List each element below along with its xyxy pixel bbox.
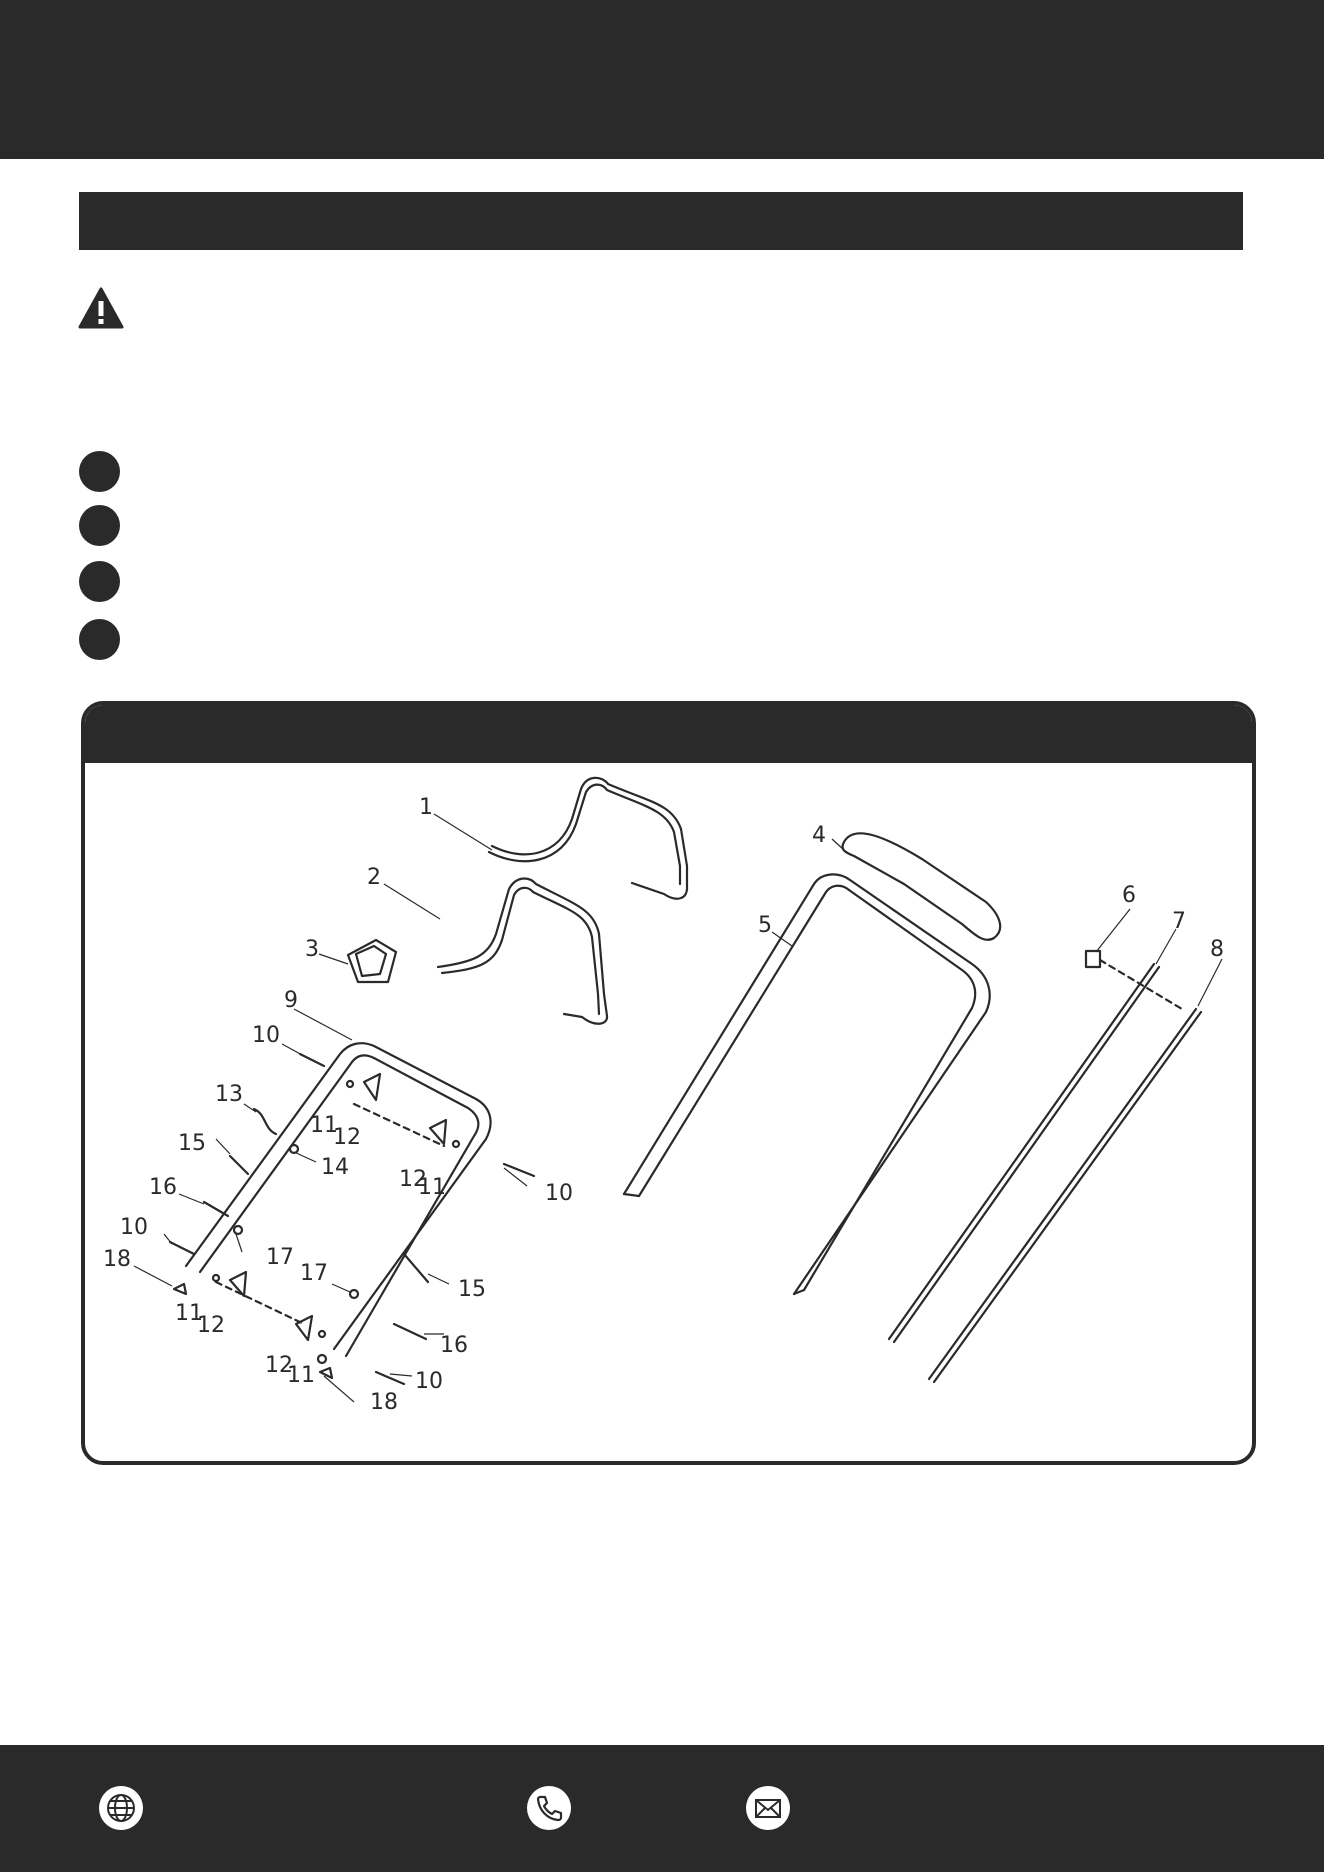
phone-icon bbox=[527, 1786, 571, 1830]
bail-bar-2-inner bbox=[442, 888, 599, 1014]
callout-7: 7 bbox=[1172, 909, 1186, 934]
callout-15-a: 15 bbox=[178, 1131, 206, 1156]
footer-bar bbox=[0, 1745, 1324, 1872]
callout-15-b: 15 bbox=[458, 1277, 486, 1302]
callout-2: 2 bbox=[367, 865, 381, 890]
callout-9: 9 bbox=[284, 988, 298, 1013]
callout-12-b: 12 bbox=[399, 1167, 427, 1192]
callout-11-b: 11 bbox=[418, 1175, 446, 1200]
step-marker bbox=[79, 505, 120, 546]
cable-7 bbox=[889, 964, 1154, 1339]
callout-10-b: 10 bbox=[545, 1181, 573, 1206]
bail-bar-2 bbox=[438, 879, 607, 1024]
callout-18-b: 18 bbox=[370, 1390, 398, 1415]
callout-8: 8 bbox=[1210, 937, 1224, 962]
callout-12-d: 12 bbox=[265, 1353, 293, 1378]
callout-14: 14 bbox=[321, 1155, 349, 1180]
callout-13: 13 bbox=[215, 1082, 243, 1107]
callout-6: 6 bbox=[1122, 883, 1136, 908]
cable-clip-6 bbox=[1086, 951, 1100, 967]
callout-16-a: 16 bbox=[149, 1175, 177, 1200]
callout-5: 5 bbox=[758, 913, 772, 938]
callout-3: 3 bbox=[305, 937, 319, 962]
callout-10-d: 10 bbox=[415, 1369, 443, 1394]
callout-17-a: 17 bbox=[266, 1245, 294, 1270]
callout-18-a: 18 bbox=[103, 1247, 131, 1272]
grip-4 bbox=[842, 833, 1000, 940]
step-marker bbox=[79, 451, 120, 492]
header-bar bbox=[0, 0, 1324, 159]
step-marker bbox=[79, 619, 120, 660]
callout-11-a: 11 bbox=[310, 1113, 338, 1138]
callout-1: 1 bbox=[419, 795, 433, 820]
parts-diagram-panel bbox=[81, 701, 1256, 1465]
cable-8 bbox=[929, 1009, 1196, 1379]
callout-4: 4 bbox=[812, 823, 826, 848]
callout-16-b: 16 bbox=[440, 1333, 468, 1358]
upper-handle-5 bbox=[624, 874, 990, 1294]
callout-labels bbox=[103, 795, 1224, 1415]
callout-10-c: 10 bbox=[120, 1215, 148, 1240]
callout-10-a: 10 bbox=[252, 1023, 280, 1048]
callout-17-b: 17 bbox=[300, 1261, 328, 1286]
callout-12-c: 12 bbox=[197, 1313, 225, 1338]
callout-12-a: 12 bbox=[333, 1125, 361, 1150]
handle-assembly-diagram bbox=[85, 705, 1252, 1461]
step-marker bbox=[79, 561, 120, 602]
globe-icon bbox=[99, 1786, 143, 1830]
section-title-bar bbox=[79, 192, 1243, 250]
bail-bar-1-inner bbox=[489, 785, 680, 884]
callout-11-d: 11 bbox=[287, 1363, 315, 1388]
bail-bar-1 bbox=[492, 778, 687, 899]
envelope-icon bbox=[746, 1786, 790, 1830]
warning-triangle-icon bbox=[78, 287, 124, 329]
callout-11-c: 11 bbox=[175, 1301, 203, 1326]
